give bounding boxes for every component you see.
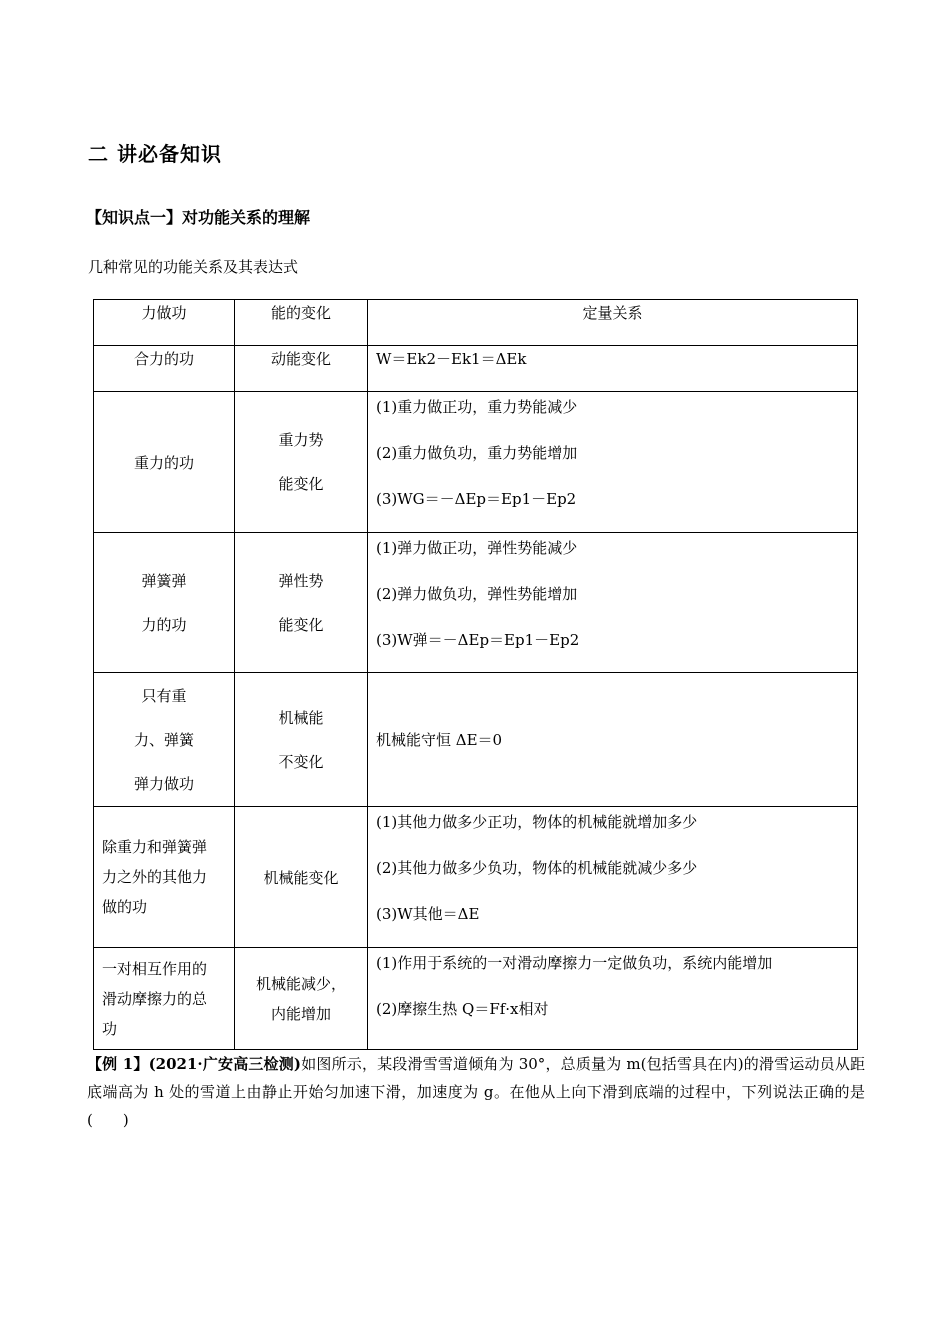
table-row bbox=[94, 346, 858, 392]
row4-force: 只有重 力、弹簧 弹力做功 bbox=[94, 673, 235, 807]
row1-relation: W＝Ek2－Ek1＝ΔEk bbox=[368, 346, 858, 392]
row6-relation: (1)作用于系统的一对滑动摩擦力一定做负功，系统内能增加 (2)摩擦生热 Q＝Ff·x相对 bbox=[368, 948, 858, 1050]
row3-energy: 弹性势 能变化 bbox=[235, 533, 368, 673]
table-row bbox=[94, 673, 858, 807]
table-header-energy: 能的变化 bbox=[235, 300, 368, 346]
section-title: 二 讲必备知识 bbox=[88, 142, 222, 166]
row2-force: 重力的功 bbox=[94, 392, 235, 533]
example-1 bbox=[87, 1050, 865, 1134]
table-row bbox=[94, 807, 858, 948]
table-row bbox=[94, 392, 858, 533]
row3-force: 弹簧弹 力的功 bbox=[94, 533, 235, 673]
row3-relation: (1)弹力做正功，弹性势能减少 (2)弹力做负功，弹性势能增加 (3)W弹＝－ΔEp＝Ep1－Ep2 bbox=[368, 533, 858, 673]
row6-force: 一对相互作用的 滑动摩擦力的总 功 bbox=[94, 948, 235, 1050]
row2-energy: 重力势 能变化 bbox=[235, 392, 368, 533]
table-row bbox=[94, 948, 858, 1050]
row5-relation: (1)其他力做多少正功，物体的机械能就增加多少 (2)其他力做多少负功，物体的机械能就减少多少 (3)W其他＝ΔE bbox=[368, 807, 858, 948]
example-source: (2021·广安高三检测) bbox=[148, 1055, 302, 1073]
example-label: 【例 1】 bbox=[87, 1055, 149, 1073]
knowledge-title: 【知识点一】对功能关系的理解 bbox=[86, 208, 311, 227]
row5-energy: 机械能变化 bbox=[235, 807, 368, 948]
row6-energy: 机械能减少， 内能增加 bbox=[235, 948, 368, 1050]
example-text: 如图所示，某段滑雪雪道倾角为 30°，总质量为 m(包括雪具在内)的滑雪运动员从距底端高为 h 处的雪道上由静止开始匀加速下滑，加速度为 g。在他从上向下滑到底端的过程中，下列说法正确的是( ) bbox=[87, 1055, 865, 1129]
row1-energy: 动能变化 bbox=[235, 346, 368, 392]
row4-relation: 机械能守恒 ΔE＝0 bbox=[368, 673, 858, 807]
function-energy-table bbox=[93, 299, 858, 1050]
row5-force: 除重力和弹簧弹 力之外的其他力 做的功 bbox=[94, 807, 235, 948]
table-header-force: 力做功 bbox=[94, 300, 235, 346]
row2-relation: (1)重力做正功，重力势能减少 (2)重力做负功，重力势能增加 (3)WG＝－ΔEp＝Ep1－Ep2 bbox=[368, 392, 858, 533]
row1-force: 合力的功 bbox=[94, 346, 235, 392]
table-header-row bbox=[94, 300, 858, 346]
table-row bbox=[94, 533, 858, 673]
intro-text: 几种常见的功能关系及其表达式 bbox=[88, 258, 299, 276]
table-header-relation: 定量关系 bbox=[368, 300, 858, 346]
row4-energy: 机械能 不变化 bbox=[235, 673, 368, 807]
